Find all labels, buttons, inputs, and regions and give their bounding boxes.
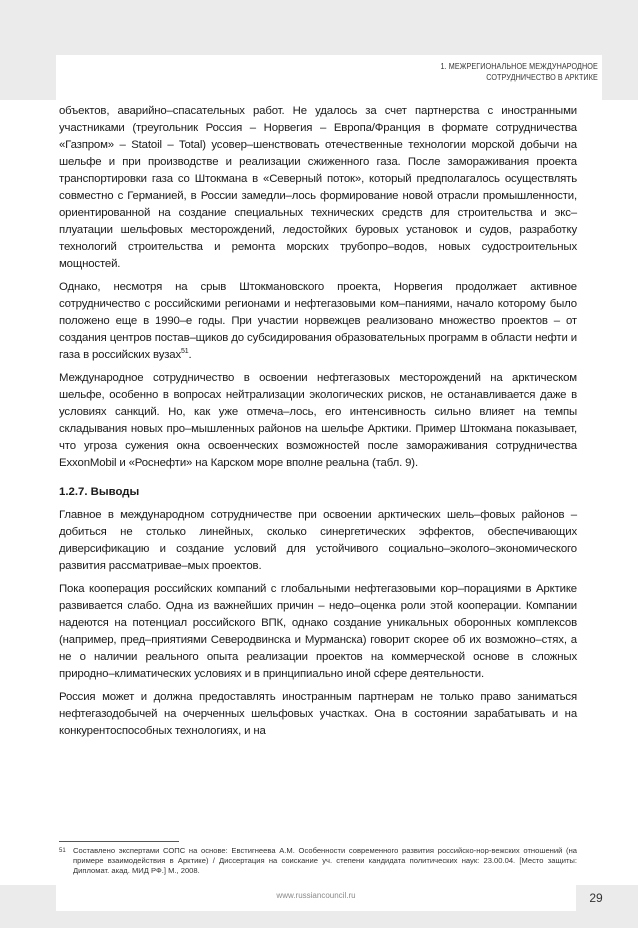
footnote-number: 51 xyxy=(59,848,66,854)
paragraph-4: Главное в международном сотрудничестве при освоении арктических шель–фовых районов – добиться не столько линейных, сколько синергетических эффектов, обеспечивающих диверсификацию и создание условий для устойчивого социально–эколого–экономического развития рассматривае–мых проектов. xyxy=(59,509,577,572)
running-header-line2: СОТРУДНИЧЕСТВО В АРКТИКЕ xyxy=(486,73,598,82)
paragraph-3: Международное сотрудничество в освоении нефтегазовых месторождений на арктическом шельфе, особенно в вопросах нейтрализации экологических рисков, не останавливается даже в условиях санкций. Но, как уже отмеча–лось, его интенсивность сильно влияет на темпы складывания новых про–мышленных районов на шельфе Арктики. Пример Штокмана показывает, что угроза сужения окна освоенческих возможностей после замораживания сотрудничества ExxonMobil и «Роснефти» на Карском море вполне реальна (табл. 9). xyxy=(59,372,577,469)
paragraph-2-end: . xyxy=(188,349,192,361)
running-header xyxy=(441,61,598,83)
paragraph-5: Пока кооперация российских компаний с глобальными нефтегазовыми кор–порациями в Арктике развивается слабо. Одна из важнейших причин – недо–оценка роли этой кооперации. Компании надеются на потенциал российского ВПК, однако создание уникальных оборонных комплексов (например, пред–приятиями Северодвинска и Мурманска) говорит скорее об их возможно–стях, а не о наличии реального опыта реализации проектов на коммерческой основе в сложных природно–климатических условиях и в принципиально иной сфере деятельности. xyxy=(59,583,577,680)
footnote-divider xyxy=(59,841,179,842)
running-header-line1: 1. МЕЖРЕГИОНАЛЬНОЕ МЕЖДУНАРОДНОЕ xyxy=(440,62,598,71)
section-heading: 1.2.7. Выводы xyxy=(59,486,140,498)
paragraph-2 xyxy=(59,279,577,364)
footnote xyxy=(59,846,577,876)
paragraph-2-text: Однако, несмотря на срыв Штокмановского проекта, Норвегия продолжает активное сотрудничество с российскими регионами и нефтегазовыми ком–паниями, начало которому было положено еще в 1990–е годы. При участии норвежцев реализовано множество проектов – от создания центров постав–щиков до субсидирования образовательных программ в области нефти и газа в российских вузах xyxy=(59,281,577,361)
page-number: 29 xyxy=(589,891,603,905)
footnote-reference[interactable]: 51 xyxy=(181,348,189,356)
footer-url[interactable]: www.russiancouncil.ru xyxy=(276,891,356,900)
footnote-text: Составлено экспертами СОПС на основе: Евстигнеева А.М. Особенности современного развития российско-нор-вежских отношений (на примере взаимодействия в Арктике) / Диссертация на соискание уч. степени кандидата политических наук: 23.00.04. [Место защиты: Дипломат. акад. МИД РФ.] М., 2008. xyxy=(73,846,577,875)
main-text xyxy=(59,103,577,746)
paragraph-6: Россия может и должна предоставлять иностранным партнерам не только право заниматься нефтегазодобычей на очерченных шельфовых участках. Она в состоянии зарабатывать и на конкурентоспособных технологиях, и на xyxy=(59,691,577,737)
paragraph-1: объектов, аварийно–спасательных работ. Не удалось за счет партнерства с иностранными участниками (треугольник Россия – Норвегия – Европа/Франция в формате сотрудничества «Газпром» – Statoil – Total) усовер–шенствовать отечественные технологии морской добычи на шельфе и при производстве и реализации сжиженного газа. После замораживания проекта транспортировки газа со Штокмана в «Северный поток», который предполагалось осуществлять совместно с Германией, в России замедли–лось формирование новой отрасли промышленности, ориентированной на создание специальных технических средств для строительства и экс–плуатации шельфовых месторождений, ледостойких буровых установок и судов, разработку технологий строительства и ремонта морских трубопро–водов, новых судостроительных мощностей. xyxy=(59,105,577,270)
